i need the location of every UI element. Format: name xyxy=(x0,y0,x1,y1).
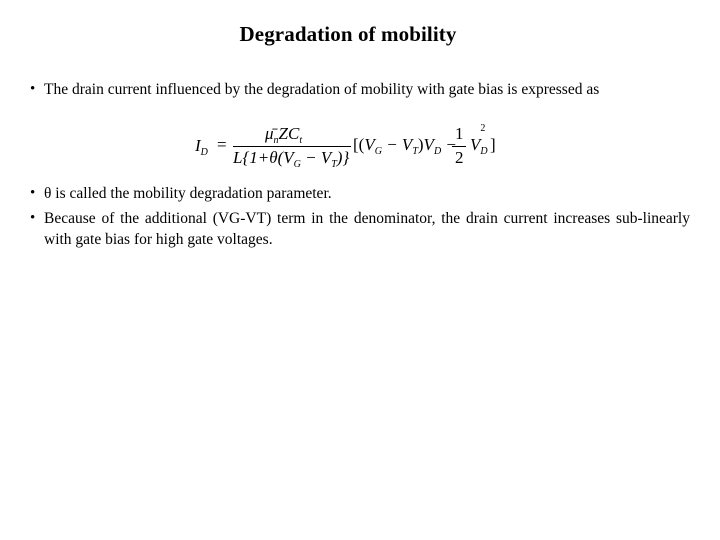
eq-frac1-numerator: $\mū_nZC_t$ xyxy=(265,124,303,146)
eq-frac1-bar xyxy=(233,146,351,147)
eq-lhs: $I_D$ xyxy=(195,136,208,158)
bullet-theta-definition xyxy=(30,183,690,204)
bullet-marker: • xyxy=(30,185,36,201)
eq-half-bar xyxy=(452,146,466,147)
eq-half-denominator: 2 xyxy=(455,148,464,167)
eq-equals: = xyxy=(217,135,227,154)
bullet-text: The drain current influenced by the degradation of mobility with gate bias is expressed as xyxy=(44,81,600,98)
eq-frac1-denominator: $L\{1+\theta(V_G - V_T)\}$ xyxy=(233,148,350,170)
slide-title: Degradation of mobility xyxy=(239,22,457,46)
bullet-sublinear-behavior xyxy=(30,208,690,250)
drain-current-equation xyxy=(193,122,513,174)
bullet-marker: • xyxy=(30,81,36,97)
eq-bracket-term: [$(V_G - V_T)V_D$ − xyxy=(353,135,457,157)
bullet-text: θ is called the mobility degradation parameter. xyxy=(44,185,332,202)
eq-vd-squared: V 2 $_D$ xyxy=(470,123,488,157)
bullet-marker: • xyxy=(30,210,36,226)
eq-bracket-close: ] xyxy=(490,135,496,154)
bullet-text: Because of the additional (VG-VT) term in the denominator, the drain current increases sub-linearly with gate bias for high gate voltages. xyxy=(44,210,690,248)
bullet-drain-current xyxy=(30,79,690,100)
eq-half-numerator: 1 xyxy=(455,124,464,143)
